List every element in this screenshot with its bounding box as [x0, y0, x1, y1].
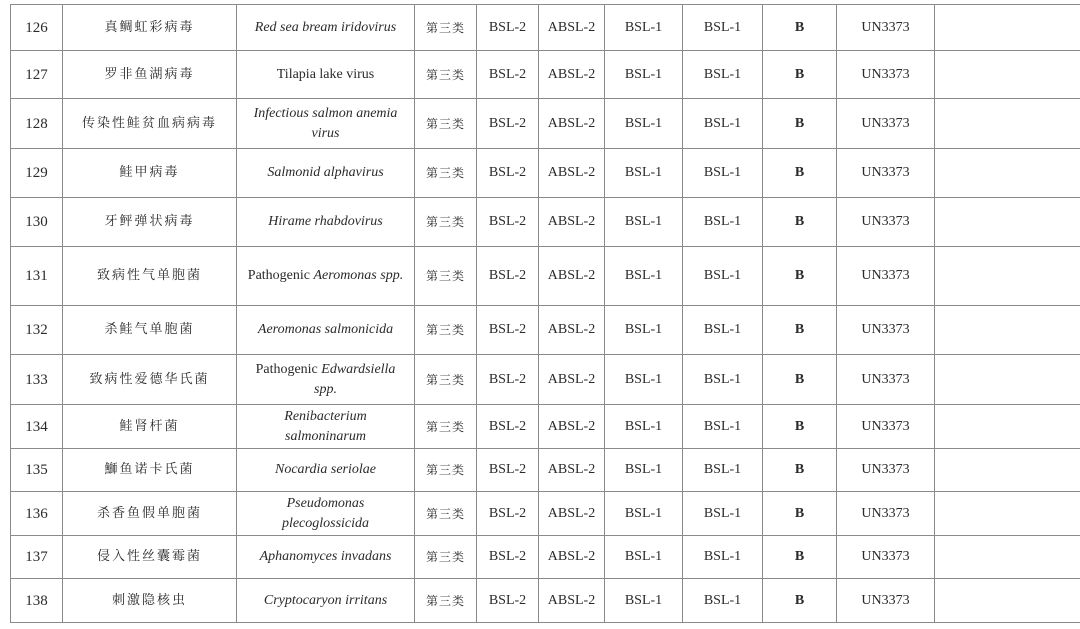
- english-name-prefix: Tilapia lake virus: [276, 66, 375, 82]
- transport-category-cell: B: [763, 306, 837, 355]
- animal-lab-level-cell: ABSL-2: [539, 5, 605, 51]
- english-name-italic: Infectious salmon anemia virus: [253, 105, 398, 141]
- chinese-name-cell: 鲑肾杆菌: [63, 405, 237, 449]
- english-name-cell: [237, 449, 415, 492]
- transport-category-cell: B: [763, 99, 837, 149]
- transport-category-cell: B: [763, 579, 837, 623]
- english-name-italic: Aphanomyces invadans: [259, 549, 392, 564]
- english-name-cell: [237, 51, 415, 99]
- note-cell: [935, 247, 1080, 306]
- table-row: [11, 5, 1080, 51]
- number-cell: 131: [11, 247, 63, 306]
- un-number-cell: UN3373: [837, 579, 935, 623]
- english-name-italic: Cryptocaryon irritans: [263, 592, 388, 608]
- english-name-prefix: Pathogenic: [247, 268, 314, 283]
- note-cell: [935, 449, 1080, 492]
- hazard-category-cell: 第三类: [415, 536, 477, 579]
- lab-level-a-cell: BSL-1: [605, 355, 683, 405]
- table-row: [11, 99, 1080, 149]
- english-name-cell: [237, 247, 415, 306]
- lab-level-a-cell: BSL-1: [605, 579, 683, 623]
- english-name-cell: [237, 198, 415, 247]
- english-name-italic: Pseudomonas plecoglossicida: [281, 495, 370, 531]
- lab-level-b-cell: BSL-1: [683, 492, 763, 536]
- animal-lab-level-cell: ABSL-2: [539, 405, 605, 449]
- lab-level-a-cell: BSL-1: [605, 5, 683, 51]
- chinese-name-cell: 牙鲆弹状病毒: [63, 198, 237, 247]
- chinese-name-cell: 鰤鱼诺卡氏菌: [63, 449, 237, 492]
- english-name-italic: Hirame rhabdovirus: [268, 214, 383, 229]
- lab-level-cell: BSL-2: [477, 355, 539, 405]
- animal-lab-level-cell: ABSL-2: [539, 492, 605, 536]
- english-name-cell: [237, 99, 415, 149]
- table-row: [11, 247, 1080, 306]
- number-cell: 135: [11, 449, 63, 492]
- hazard-category-cell: 第三类: [415, 405, 477, 449]
- transport-category-cell: B: [763, 405, 837, 449]
- english-name-prefix: Pathogenic: [255, 361, 322, 377]
- animal-lab-level-cell: ABSL-2: [539, 247, 605, 306]
- un-number-cell: UN3373: [837, 5, 935, 51]
- chinese-name-cell: 致病性气单胞菌: [63, 247, 237, 306]
- lab-level-b-cell: BSL-1: [683, 5, 763, 51]
- lab-level-a-cell: BSL-1: [605, 247, 683, 306]
- hazard-category-cell: 第三类: [415, 449, 477, 492]
- chinese-name-cell: 致病性爱德华氏菌: [63, 355, 237, 405]
- transport-category-cell: B: [763, 198, 837, 247]
- lab-level-cell: BSL-2: [477, 5, 539, 51]
- note-cell: [935, 492, 1080, 536]
- lab-level-a-cell: BSL-1: [605, 449, 683, 492]
- lab-level-a-cell: BSL-1: [605, 492, 683, 536]
- hazard-category-cell: 第三类: [415, 579, 477, 623]
- note-cell: [935, 5, 1080, 51]
- table-row: [11, 536, 1080, 579]
- hazard-category-cell: 第三类: [415, 306, 477, 355]
- english-name-italic: Aeromonas spp.: [313, 268, 404, 283]
- un-number-cell: UN3373: [837, 536, 935, 579]
- number-cell: 133: [11, 355, 63, 405]
- english-name-cell: [237, 536, 415, 579]
- hazard-category-cell: 第三类: [415, 5, 477, 51]
- hazard-category-cell: 第三类: [415, 492, 477, 536]
- lab-level-cell: BSL-2: [477, 536, 539, 579]
- english-name-italic: Salmonid alphavirus: [267, 165, 384, 180]
- transport-category-cell: B: [763, 149, 837, 198]
- transport-category-cell: B: [763, 247, 837, 306]
- number-cell: 126: [11, 5, 63, 51]
- un-number-cell: UN3373: [837, 449, 935, 492]
- english-name-italic: Renibacterium salmoninarum: [284, 408, 367, 444]
- lab-level-a-cell: BSL-1: [605, 405, 683, 449]
- un-number-cell: UN3373: [837, 198, 935, 247]
- lab-level-a-cell: BSL-1: [605, 51, 683, 99]
- un-number-cell: UN3373: [837, 247, 935, 306]
- lab-level-b-cell: BSL-1: [683, 51, 763, 99]
- transport-category-cell: B: [763, 536, 837, 579]
- number-cell: 128: [11, 99, 63, 149]
- chinese-name-cell: 刺激隐核虫: [63, 579, 237, 623]
- english-name-cell: [237, 405, 415, 449]
- number-cell: 129: [11, 149, 63, 198]
- english-name-cell: [237, 355, 415, 405]
- number-cell: 127: [11, 51, 63, 99]
- lab-level-b-cell: BSL-1: [683, 405, 763, 449]
- hazard-category-cell: 第三类: [415, 355, 477, 405]
- lab-level-cell: BSL-2: [477, 247, 539, 306]
- table-row: [11, 355, 1080, 405]
- table-row: [11, 449, 1080, 492]
- animal-lab-level-cell: ABSL-2: [539, 536, 605, 579]
- lab-level-b-cell: BSL-1: [683, 99, 763, 149]
- un-number-cell: UN3373: [837, 149, 935, 198]
- transport-category-cell: B: [763, 449, 837, 492]
- chinese-name-cell: 罗非鱼湖病毒: [63, 51, 237, 99]
- table-row: [11, 51, 1080, 99]
- animal-lab-level-cell: ABSL-2: [539, 306, 605, 355]
- chinese-name-cell: 鲑甲病毒: [63, 149, 237, 198]
- english-name-cell: [237, 579, 415, 623]
- animal-lab-level-cell: ABSL-2: [539, 449, 605, 492]
- english-name-cell: [237, 306, 415, 355]
- number-cell: 138: [11, 579, 63, 623]
- number-cell: 134: [11, 405, 63, 449]
- chinese-name-cell: 传染性鲑贫血病病毒: [63, 99, 237, 149]
- hazard-category-cell: 第三类: [415, 51, 477, 99]
- animal-lab-level-cell: ABSL-2: [539, 579, 605, 623]
- note-cell: [935, 198, 1080, 247]
- transport-category-cell: B: [763, 355, 837, 405]
- animal-lab-level-cell: ABSL-2: [539, 51, 605, 99]
- english-name-cell: [237, 5, 415, 51]
- table-row: [11, 198, 1080, 247]
- lab-level-a-cell: BSL-1: [605, 149, 683, 198]
- table-row: [11, 149, 1080, 198]
- hazard-category-cell: 第三类: [415, 99, 477, 149]
- note-cell: [935, 405, 1080, 449]
- lab-level-a-cell: BSL-1: [605, 536, 683, 579]
- number-cell: 137: [11, 536, 63, 579]
- lab-level-b-cell: BSL-1: [683, 579, 763, 623]
- animal-lab-level-cell: ABSL-2: [539, 355, 605, 405]
- lab-level-b-cell: BSL-1: [683, 198, 763, 247]
- note-cell: [935, 99, 1080, 149]
- lab-level-b-cell: BSL-1: [683, 355, 763, 405]
- un-number-cell: UN3373: [837, 51, 935, 99]
- note-cell: [935, 149, 1080, 198]
- table-row: [11, 492, 1080, 536]
- hazard-category-cell: 第三类: [415, 149, 477, 198]
- table-body: [11, 5, 1080, 623]
- lab-level-cell: BSL-2: [477, 579, 539, 623]
- transport-category-cell: B: [763, 5, 837, 51]
- animal-lab-level-cell: ABSL-2: [539, 198, 605, 247]
- english-name-italic: Nocardia seriolae: [275, 462, 376, 477]
- chinese-name-cell: 真鲷虹彩病毒: [63, 5, 237, 51]
- english-name-italic: Aeromonas salmonicida: [257, 322, 394, 337]
- un-number-cell: UN3373: [837, 306, 935, 355]
- un-number-cell: UN3373: [837, 99, 935, 149]
- table-row: [11, 306, 1080, 355]
- chinese-name-cell: 杀香鱼假单胞菌: [63, 492, 237, 536]
- number-cell: 130: [11, 198, 63, 247]
- lab-level-b-cell: BSL-1: [683, 449, 763, 492]
- lab-level-b-cell: BSL-1: [683, 536, 763, 579]
- note-cell: [935, 536, 1080, 579]
- lab-level-cell: BSL-2: [477, 405, 539, 449]
- number-cell: 132: [11, 306, 63, 355]
- lab-level-a-cell: BSL-1: [605, 306, 683, 355]
- chinese-name-cell: 侵入性丝囊霉菌: [63, 536, 237, 579]
- lab-level-cell: BSL-2: [477, 449, 539, 492]
- lab-level-cell: BSL-2: [477, 306, 539, 355]
- transport-category-cell: B: [763, 492, 837, 536]
- english-name-cell: [237, 149, 415, 198]
- note-cell: [935, 579, 1080, 623]
- english-name-cell: [237, 492, 415, 536]
- un-number-cell: UN3373: [837, 405, 935, 449]
- lab-level-b-cell: BSL-1: [683, 247, 763, 306]
- lab-level-cell: BSL-2: [477, 492, 539, 536]
- un-number-cell: UN3373: [837, 492, 935, 536]
- lab-level-b-cell: BSL-1: [683, 149, 763, 198]
- lab-level-cell: BSL-2: [477, 149, 539, 198]
- hazard-category-cell: 第三类: [415, 198, 477, 247]
- table-row: [11, 579, 1080, 623]
- note-cell: [935, 355, 1080, 405]
- english-name-italic: Edwardsiella spp.: [314, 361, 396, 397]
- note-cell: [935, 306, 1080, 355]
- transport-category-cell: B: [763, 51, 837, 99]
- chinese-name-cell: 杀鲑气单胞菌: [63, 306, 237, 355]
- lab-level-cell: BSL-2: [477, 51, 539, 99]
- lab-level-a-cell: BSL-1: [605, 198, 683, 247]
- english-name-italic: Red sea bream iridovirus: [254, 19, 397, 35]
- lab-level-cell: BSL-2: [477, 99, 539, 149]
- lab-level-a-cell: BSL-1: [605, 99, 683, 149]
- animal-lab-level-cell: ABSL-2: [539, 99, 605, 149]
- table-row: [11, 405, 1080, 449]
- note-cell: [935, 51, 1080, 99]
- animal-lab-level-cell: ABSL-2: [539, 149, 605, 198]
- hazard-category-cell: 第三类: [415, 247, 477, 306]
- pathogen-table: [10, 4, 1080, 623]
- un-number-cell: UN3373: [837, 355, 935, 405]
- lab-level-b-cell: BSL-1: [683, 306, 763, 355]
- lab-level-cell: BSL-2: [477, 198, 539, 247]
- number-cell: 136: [11, 492, 63, 536]
